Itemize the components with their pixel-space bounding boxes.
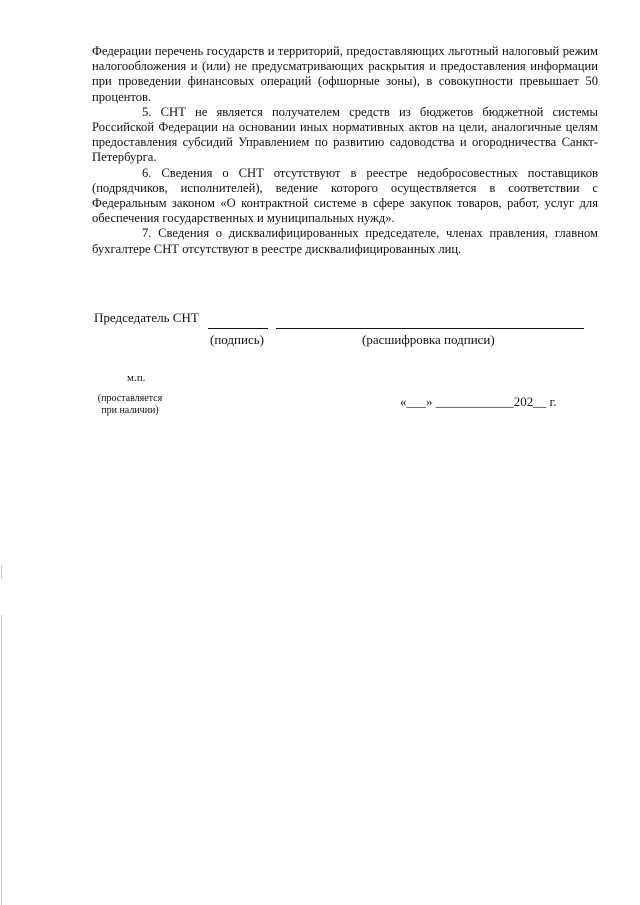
stamp-label: м.п. — [127, 372, 146, 384]
signature-decoding-line — [276, 328, 584, 329]
signature-caption: (подпись) — [210, 332, 264, 347]
stamp-note — [80, 393, 180, 417]
chair-label: Председатель СНТ — [94, 310, 199, 325]
scan-edge-mark — [1, 615, 2, 905]
paragraph-continuation: Федерации перечень государств и территорий, предоставляющих льготный налоговый режим налогообложения и (или) не предусматривающих раскрытия и предоставления информации при проведении финансовых операций (офшорные зоны), в совокупности превышает 50 процентов. — [92, 44, 598, 104]
date-line: «___» ____________202__ г. — [400, 394, 557, 409]
stamp-note-line-2: при наличии) — [101, 405, 159, 416]
scan-edge-mark — [1, 565, 2, 579]
decoding-caption: (расшифровка подписи) — [362, 332, 495, 347]
document-body — [92, 44, 598, 257]
paragraph-item-6: 6. Сведения о СНТ отсутствуют в реестре недобросовестных поставщиков (подрядчиков, исполнителей), ведение которого осуществляется в соответствии с Федеральным законом «О контрактной системе в сфере закупок товаров, работ, услуг для обеспечения государственных и муниципальных нужд». — [92, 165, 598, 226]
signature-line — [208, 328, 268, 329]
stamp-note-line-1: (проставляется — [97, 393, 163, 404]
paragraph-item-7: 7. Сведения о дисквалифицированных председателе, членах правления, главном бухгалтере СНТ отсутствуют в реестре дисквалифицированных лиц. — [92, 226, 598, 256]
paragraph-item-5: 5. СНТ не является получателем средств из бюджетов бюджетной системы Российской Федерации на основании иных нормативных актов на цели, аналогичные целям предоставления субсидий Управлением по развитию садоводства и огородничества Санкт-Петербурга. — [92, 104, 598, 165]
